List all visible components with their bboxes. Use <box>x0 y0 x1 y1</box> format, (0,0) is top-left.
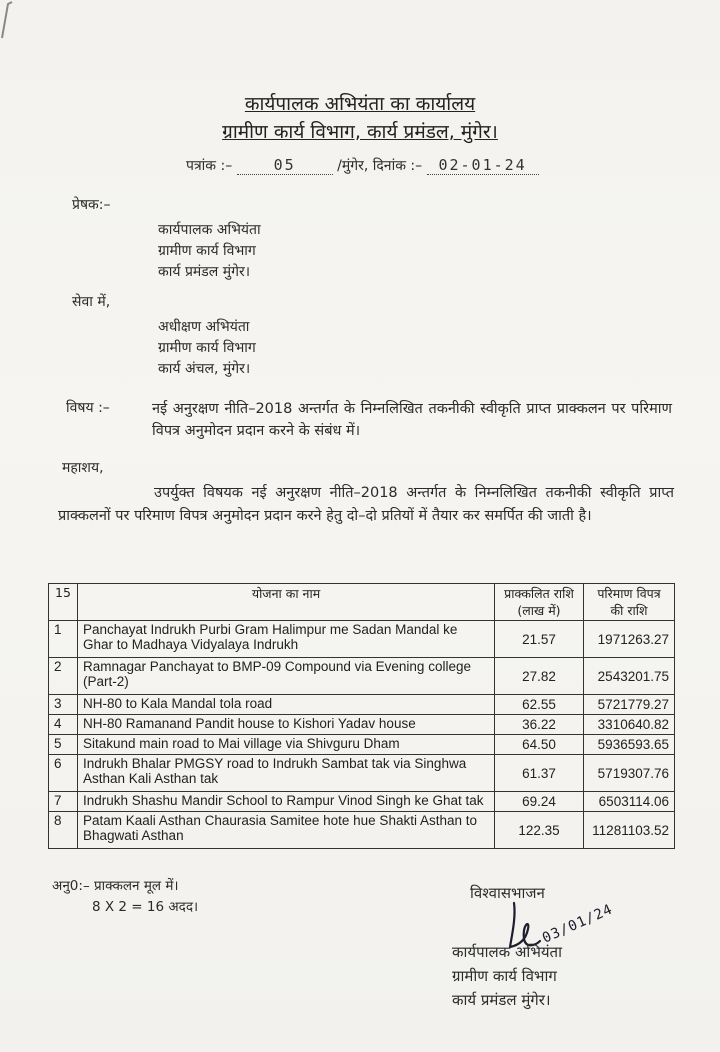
header-scheme-name: योजना का नाम <box>78 584 495 621</box>
salutation: महाशय, <box>62 460 104 476</box>
row-boq-amount: 11281103.52 <box>584 812 675 849</box>
table-row <box>49 695 675 715</box>
row-boq-amount: 6503114.06 <box>584 792 675 812</box>
row-serial: 1 <box>49 621 78 658</box>
signatory-block <box>452 940 562 1012</box>
row-estimate: 62.55 <box>495 695 584 715</box>
table-row <box>49 735 675 755</box>
row-scheme-name: Sitakund main road to Mai village via Shivguru Dham <box>78 735 495 755</box>
table-row <box>49 792 675 812</box>
recipient-line: अधीक्षण अभियंता <box>158 319 250 335</box>
recipient-address <box>158 317 256 380</box>
header-boq-amount: परिमाण विपत्र की राशि <box>584 584 675 621</box>
row-serial: 2 <box>49 658 78 695</box>
sender-line: कार्य प्रमंडल मुंगेर। <box>158 264 251 280</box>
sender-label: प्रेषक:– <box>72 197 111 213</box>
body-paragraph: उपर्युक्त विषयक नई अनुरक्षण नीति–2018 अन्तर्गत के निम्नलिखित तकनीकी स्वीकृति प्राप्त प्राक्कलनों पर परिमाण विपत्र अनुमोदन प्रदान करने हेतु दो–दो प्रतियों में तैयार कर समर्पित की जाती है। <box>58 485 674 524</box>
table-row <box>49 812 675 849</box>
row-boq-amount: 5719307.76 <box>584 755 675 792</box>
row-serial: 3 <box>49 695 78 715</box>
row-estimate: 21.57 <box>495 621 584 658</box>
row-scheme-name: Indrukh Bhalar PMGSY road to Indrukh Sambat tak via Singhwa Asthan Kali Asthan tak <box>78 755 495 792</box>
header-serial: 15 <box>49 584 78 621</box>
signatory-line: कार्य प्रमंडल मुंगेर। <box>452 991 551 1009</box>
table-row <box>49 755 675 792</box>
table-row <box>49 715 675 735</box>
patrank-label: पत्रांक :– <box>186 158 233 174</box>
enclosure-line: अनु0:– प्राक्कलन मूल में। <box>52 878 179 894</box>
place-date-label: /मुंगेर, दिनांक :– <box>337 158 423 174</box>
subject-text: नई अनुरक्षण नीति–2018 अन्तर्गत के निम्नलिखित तकनीकी स्वीकृति प्राप्त प्राक्कलन पर परिमाण विपत्र अनुमोदन प्रदान करने के संबंध में। <box>152 401 672 439</box>
enclosure-note <box>52 876 198 918</box>
row-scheme-name: Patam Kaali Asthan Chaurasia Samitee hote hue Shakti Asthan to Bhagwati Asthan <box>78 812 495 849</box>
row-serial: 5 <box>49 735 78 755</box>
row-boq-amount: 2543201.75 <box>584 658 675 695</box>
recipient-label: सेवा में, <box>72 294 111 310</box>
table-header-row <box>49 584 675 621</box>
pin-mark-icon <box>0 0 30 40</box>
subject-label: विषय :– <box>66 400 110 416</box>
row-boq-amount: 1971263.27 <box>584 621 675 658</box>
recipient-line: कार्य अंचल, मुंगेर। <box>158 361 251 377</box>
header-estimate: प्राक्कलित राशि (लाख में) <box>495 584 584 621</box>
row-scheme-name: Panchayat Indrukh Purbi Gram Halimpur me Sadan Mandal ke Ghar to Madhaya Vidyalaya Indrukh <box>78 621 495 658</box>
row-serial: 8 <box>49 812 78 849</box>
recipient-line: ग्रामीण कार्य विभाग <box>158 340 256 356</box>
works-table <box>48 583 675 849</box>
patrank-value: 05 <box>273 156 296 174</box>
enclosure-count: 8 X 2 = 16 अदद। <box>92 899 199 915</box>
date-value: 02-01-24 <box>438 156 527 174</box>
row-estimate: 36.22 <box>495 715 584 735</box>
row-estimate: 69.24 <box>495 792 584 812</box>
row-estimate: 64.50 <box>495 735 584 755</box>
row-estimate: 122.35 <box>495 812 584 849</box>
office-title: कार्यपालक अभियंता का कार्यालय <box>244 93 476 115</box>
row-scheme-name: Ramnagar Panchayat to BMP-09 Compound via Evening college (Part-2) <box>78 658 495 695</box>
row-boq-amount: 5721779.27 <box>584 695 675 715</box>
row-boq-amount: 3310640.82 <box>584 715 675 735</box>
row-scheme-name: Indrukh Shashu Mandir School to Rampur Vinod Singh ke Ghat tak <box>78 792 495 812</box>
row-serial: 6 <box>49 755 78 792</box>
signature-date: 03/01/24 <box>540 901 616 947</box>
row-serial: 7 <box>49 792 78 812</box>
office-subtitle: ग्रामीण कार्य विभाग, कार्य प्रमंडल, मुंगेर। <box>222 121 498 143</box>
closing-text: विश्वासभाजन <box>470 884 545 902</box>
sender-address <box>158 220 261 283</box>
row-scheme-name: NH-80 to Kala Mandal tola road <box>78 695 495 715</box>
table-row <box>49 621 675 658</box>
signatory-line: ग्रामीण कार्य विभाग <box>452 967 557 985</box>
row-estimate: 61.37 <box>495 755 584 792</box>
row-serial: 4 <box>49 715 78 735</box>
sender-line: ग्रामीण कार्य विभाग <box>158 243 256 259</box>
sender-line: कार्यपालक अभियंता <box>158 222 261 238</box>
table-row <box>49 658 675 695</box>
row-scheme-name: NH-80 Ramanand Pandit house to Kishori Yadav house <box>78 715 495 735</box>
reference-row <box>186 156 539 175</box>
signatory-line: कार्यपालक अभियंता <box>452 943 562 961</box>
row-boq-amount: 5936593.65 <box>584 735 675 755</box>
row-estimate: 27.82 <box>495 658 584 695</box>
